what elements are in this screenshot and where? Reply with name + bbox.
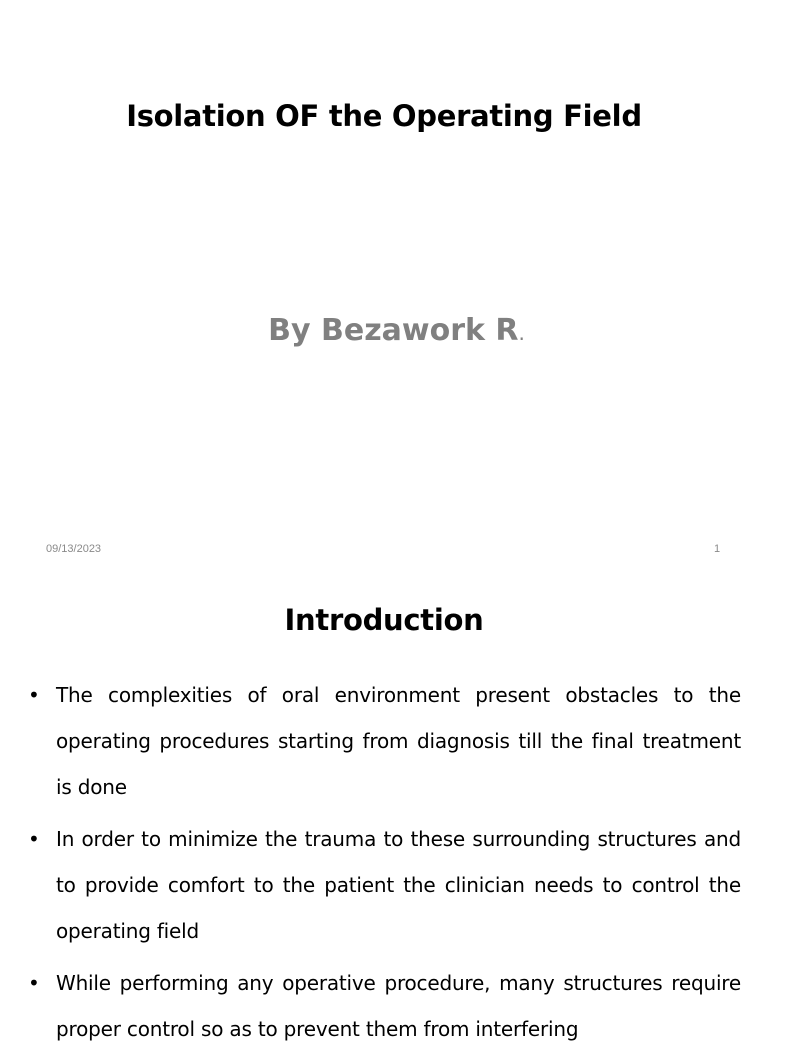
author-period: .	[518, 321, 525, 345]
bullet-item	[28, 672, 741, 810]
bullet-text: In order to minimize the trauma to these surrounding structures and to provide comfort to the patient the clinician needs to control the operating field	[56, 827, 741, 943]
bullet-icon: •	[28, 971, 40, 995]
introduction-slide	[0, 576, 768, 1041]
bullet-icon: •	[28, 827, 40, 851]
slide-date: 09/13/2023	[46, 543, 102, 555]
bullet-item	[28, 960, 741, 1052]
bullet-item	[28, 816, 741, 954]
author-name: By Bezawork R	[268, 313, 519, 348]
slide-number: 1	[714, 543, 721, 555]
slide-subtitle	[0, 313, 793, 348]
bullet-text: The complexities of oral environment present obstacles to the operating procedures starting from diagnosis till the final treatment is done	[56, 683, 741, 799]
bullet-text: While performing any operative procedure, many structures require proper control so as to prevent them from interfering	[56, 971, 741, 1041]
slide-title: Isolation OF the Operating Field	[126, 99, 642, 133]
slide-title: Introduction	[284, 603, 484, 637]
bullet-icon: •	[28, 683, 40, 707]
bullet-list	[28, 672, 741, 1058]
